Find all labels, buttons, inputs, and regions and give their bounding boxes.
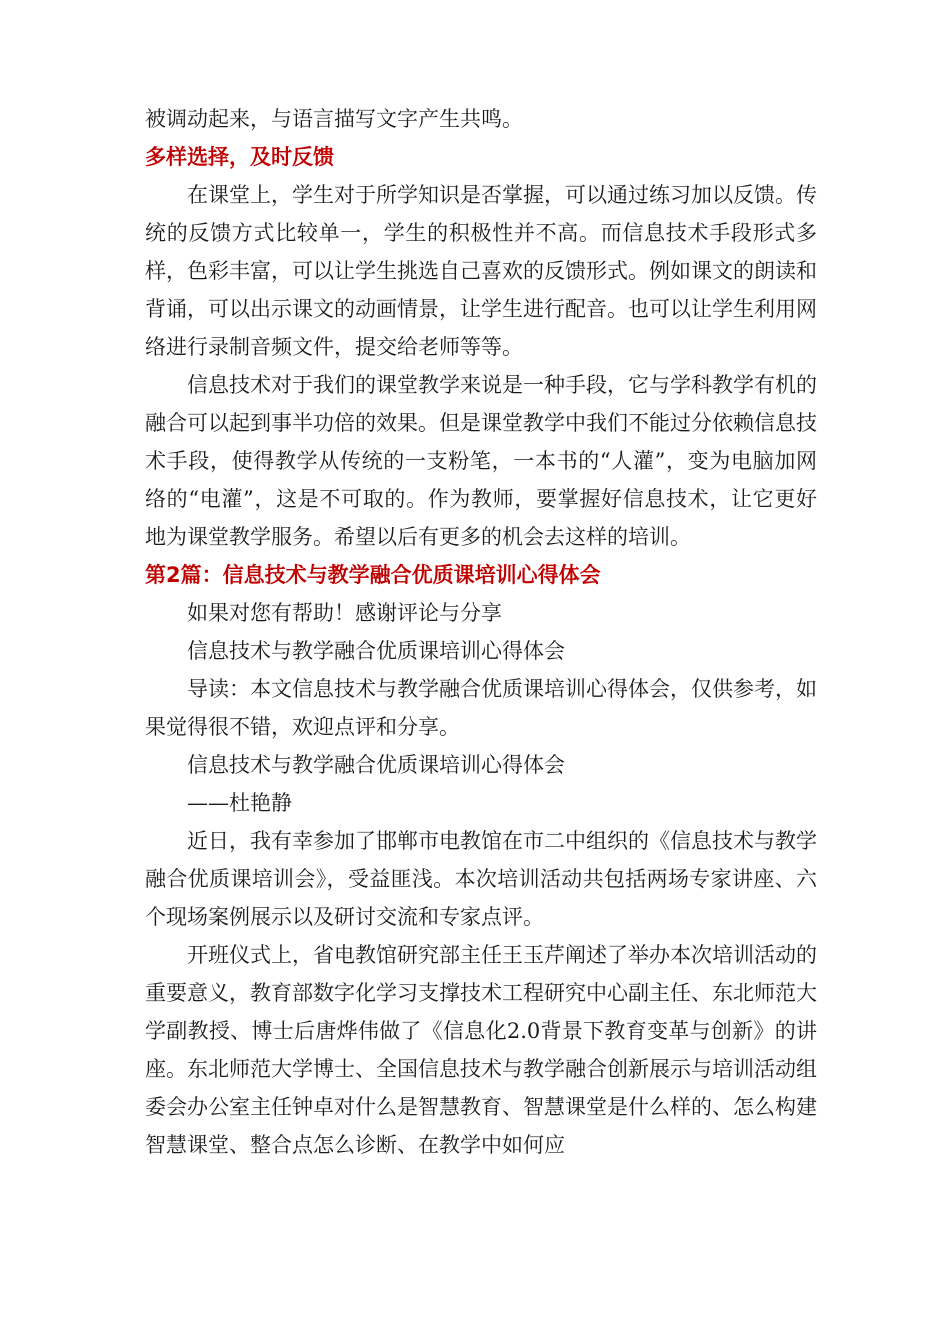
thanks-line: 如果对您有帮助！感谢评论与分享: [187, 601, 502, 625]
document-body: [145, 100, 817, 1164]
article-title: 信息技术与教学融合优质课培训心得体会: [187, 753, 565, 777]
intro-paragraph: 导读：本文信息技术与教学融合优质课培训心得体会，仅供参考，如果觉得很不错，欢迎点评和分享。: [145, 677, 817, 739]
author-line: ——杜艳静: [187, 791, 292, 815]
paragraph: 开班仪式上，省电教馆研究部主任王玉芹阐述了举办本次培训活动的重要意义，教育部数字化学习支撑技术工程研究中心副主任、东北师范大学副教授、博士后唐烨伟做了《信息化2.0背景下教育变革与创新》的讲座。东北师范大学博士、全国信息技术与教学融合创新展示与培训活动组委会办公室主任钟卓对什么是智慧教育、智慧课堂是什么样的、怎么构建智慧课堂、整合点怎么诊断、在教学中如何应: [145, 943, 817, 1157]
article-heading: 第2篇：信息技术与教学融合优质课培训心得体会: [145, 563, 601, 587]
continuation-text: 被调动起来，与语言描写文字产生共鸣。: [145, 107, 523, 131]
section-heading: 多样选择，及时反馈: [145, 145, 334, 169]
article-title: 信息技术与教学融合优质课培训心得体会: [187, 639, 565, 663]
paragraph: 近日，我有幸参加了邯郸市电教馆在市二中组织的《信息技术与教学融合优质课培训会》，受益匪浅。本次培训活动共包括两场专家讲座、六个现场案例展示以及研讨交流和专家点评。: [145, 829, 817, 929]
paragraph: 信息技术对于我们的课堂教学来说是一种手段，它与学科教学有机的融合可以起到事半功倍的效果。但是课堂教学中我们不能过分依赖信息技术手段，使得教学从传统的一支粉笔，一本书的“人灌”，变为电脑加网络的“电灌”，这是不可取的。作为教师，要掌握好信息技术，让它更好地为课堂教学服务。希望以后有更多的机会去这样的培训。: [145, 373, 817, 549]
paragraph: 在课堂上，学生对于所学知识是否掌握，可以通过练习加以反馈。传统的反馈方式比较单一，学生的积极性并不高。而信息技术手段形式多样，色彩丰富，可以让学生挑选自己喜欢的反馈形式。例如课文的朗读和背诵，可以出示课文的动画情景，让学生进行配音。也可以让学生利用网络进行录制音频文件，提交给老师等等。: [145, 183, 817, 359]
